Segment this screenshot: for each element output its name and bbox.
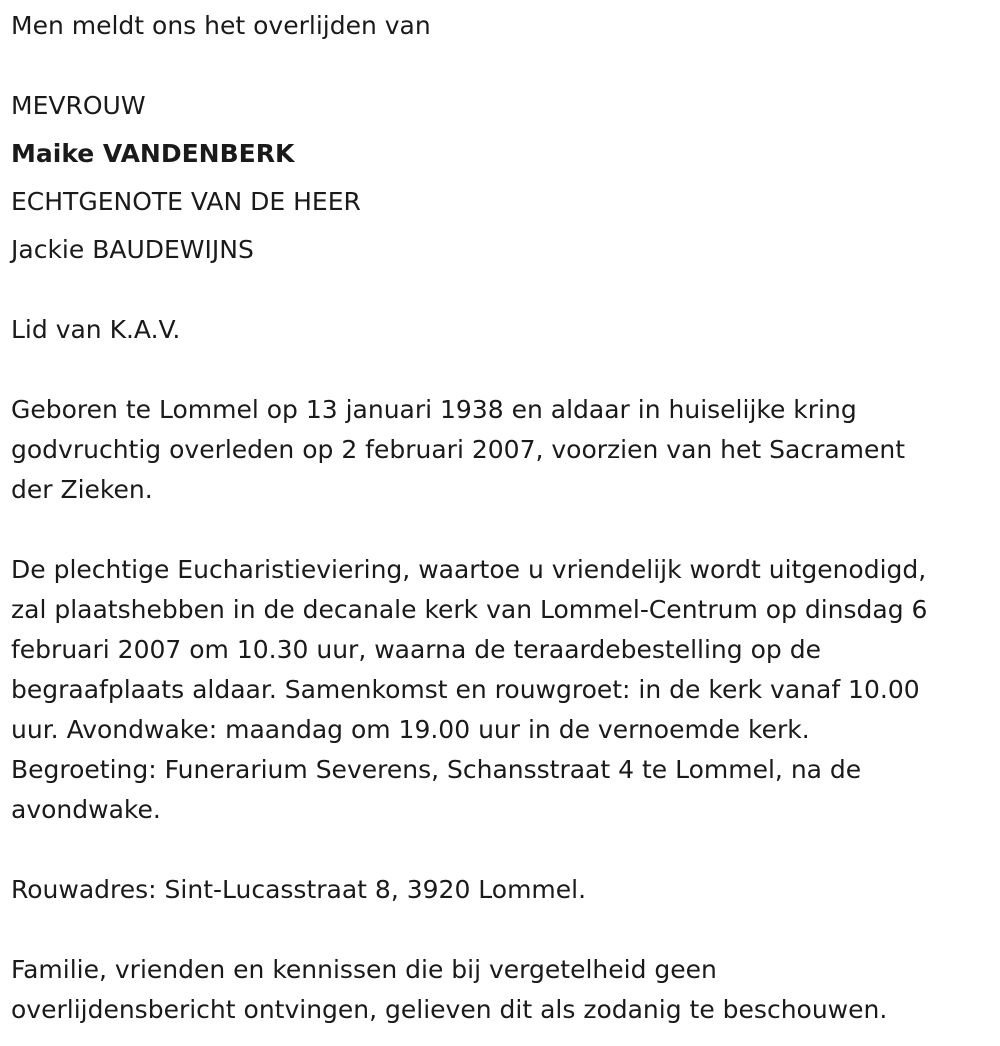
paragraph-line: februari 2007 om 10.30 uur, waarna de teraardebestelling op de [11, 635, 821, 664]
paragraph-line: der Zieken. [11, 475, 153, 504]
paragraph-line: uur. Avondwake: maandag om 19.00 uur in de vernoemde kerk. [11, 715, 810, 744]
spouse-name: Jackie BAUDEWIJNS [11, 235, 254, 264]
ceremony-paragraph [11, 550, 1000, 830]
paragraph-line: godvruchtig overleden op 2 februari 2007, voorzien van het Sacrament [11, 435, 906, 464]
paragraph-line: zal plaatshebben in de decanale kerk van Lommel-Centrum op dinsdag 6 [11, 595, 928, 624]
deceased-block [11, 86, 1000, 270]
deceased-name: Maike VANDENBERK [11, 139, 295, 168]
paragraph-line: Begroeting: Funerarium Severens, Schansstraat 4 te Lommel, na de [11, 755, 862, 784]
paragraph-line: avondwake. [11, 795, 161, 824]
paragraph-line: begraafplaats aldaar. Samenkomst en rouwgroet: in de kerk vanaf 10.00 [11, 675, 920, 704]
paragraph-line: De plechtige Eucharistieviering, waartoe u vriendelijk wordt uitgenodigd, [11, 555, 927, 584]
paragraph-line: overlijdensbericht ontvingen, gelieven dit als zodanig te beschouwen. [11, 995, 888, 1024]
deceased-relation: ECHTGENOTE VAN DE HEER [11, 187, 361, 216]
intro-text: Men meldt ons het overlijden van [11, 11, 431, 40]
mourning-address: Rouwadres: Sint-Lucasstraat 8, 3920 Lommel. [11, 875, 587, 904]
birth-death-paragraph [11, 390, 1000, 510]
deceased-title: MEVROUW [11, 91, 146, 120]
paragraph-line: Geboren te Lommel op 13 januari 1938 en aldaar in huiselijke kring [11, 395, 857, 424]
paragraph-line: Familie, vrienden en kennissen die bij vergetelheid geen [11, 955, 717, 984]
closing-paragraph [11, 950, 1000, 1030]
membership-text: Lid van K.A.V. [11, 315, 181, 344]
